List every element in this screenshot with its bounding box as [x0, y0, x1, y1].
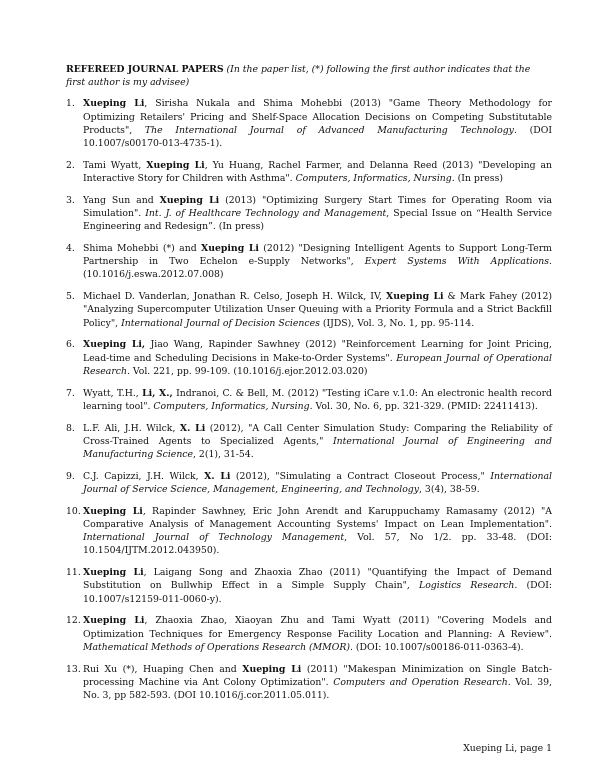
reference-authors-pre: Tami Wyatt, [83, 159, 147, 171]
reference-item [66, 663, 552, 703]
reference-item [66, 566, 552, 606]
reference-authors-title: & Mark Fahey (2012) "Analyzing Supercomputer Utilization Unser Queuing with a Priority Formula and a Strict Backfill Policy", [83, 291, 552, 329]
reference-highlight-author: Xueping Li [242, 663, 302, 675]
page-footer: Xueping Li, page 1 [463, 743, 552, 754]
reference-details: , Special Issue on “Health Service Engineering and Redesign”. (In press) [83, 208, 552, 233]
reference-highlight-author: Xueping Li [159, 194, 220, 206]
reference-journal: The International Journal of Advanced Manufacturing Technology [144, 124, 514, 136]
reference-highlight-author: Li, X., [142, 387, 173, 399]
reference-authors-title: Jiao Wang, Rapinder Sawhney (2012) "Reinforcement Learning for Joint Pricing, Lead-time and Scheduling Decisions in Make-to-Order Systems". [83, 339, 552, 364]
reference-authors-title: (2012), "A Call Center Simulation Study: Comparing the Reliability of Cross-Trained Agents to Specialized Agents," [83, 422, 552, 447]
reference-journal: Expert Systems With Applications [364, 256, 550, 268]
reference-journal: European Journal of Operational Research [83, 352, 552, 377]
reference-number: 8. [66, 422, 75, 434]
reference-journal: International Journal of Service Science, Management, Engineering, and Technology [83, 470, 552, 496]
reference-journal: International Journal of Engineering and Manufacturing Science [83, 435, 552, 461]
section-note: (In the paper list, (*) following the first author indicates that the first author is my advisee) [66, 64, 531, 89]
reference-authors-pre: Michael D. Vanderlan, Jonathan R. Celso, Joseph H. Wilck, IV, [83, 291, 386, 303]
reference-item [66, 338, 552, 378]
reference-details: , 3(4), 38-59. [419, 484, 480, 496]
reference-highlight-author: Xueping Li [83, 615, 145, 627]
reference-details: , Vol. 57, No 1/2. pp. 33-48. (DOI: 10.1504/IJTM.2012.043950). [83, 532, 552, 557]
reference-highlight-author: Xueping Li [386, 291, 444, 303]
reference-highlight-author: Xueping Li, [83, 339, 146, 351]
reference-item [66, 290, 552, 330]
reference-journal: Logistics Research [419, 580, 515, 592]
reference-item [66, 97, 552, 150]
reference-number: 5. [66, 291, 75, 303]
document-body [66, 63, 552, 711]
reference-authors-pre: Yang Sun and [83, 194, 160, 206]
reference-number: 1. [66, 98, 75, 110]
reference-details: . (DOI: 10.1007/s00186-011-0363-4). [349, 641, 524, 653]
reference-authors-title: (2011) "Makespan Minimization on Single Batch-processing Machine via Ant Colony Optimization". [83, 663, 552, 688]
reference-journal: Mathematical Methods of Operations Research (MMOR) [83, 641, 350, 653]
reference-authors-pre: L.F. Ali, J.H. Wilck, [83, 422, 180, 434]
reference-details: (IJDS), Vol. 3, No. 1, pp. 95-114. [319, 317, 475, 329]
reference-item [66, 387, 552, 413]
reference-journal: Computers and Operation Research [333, 676, 508, 688]
reference-number: 7. [66, 387, 75, 399]
reference-authors-title: , Yu Huang, Rachel Farmer, and Delanna Reed (2013) "Developing an Interactive Story for Children with Asthma". [83, 159, 553, 185]
reference-details: . (In press) [451, 173, 503, 185]
reference-authors-title: (2012) "Designing Intelligent Agents to Support Long-Term Partnership in Two Echelon e-Supply Networks", [83, 243, 552, 268]
reference-number: 12. [66, 615, 81, 627]
reference-details: . Vol. 30, No. 6, pp. 321-329. (PMID: 22411413). [309, 400, 538, 412]
reference-authors-title: , Rapinder Sawhney, Eric John Arendt and Karuppuchamy Ramasamy (2012) "A Comparative Analysis of Management Accounting Systems' Impact on Lean Implementation". [83, 505, 552, 531]
reference-number: 10. [66, 505, 81, 517]
reference-highlight-author: Xueping Li [83, 505, 143, 517]
reference-details: . (10.1016/j.eswa.2012.07.008) [83, 256, 552, 281]
reference-highlight-author: X. Li [204, 470, 231, 482]
reference-highlight-author: X. Li [179, 422, 206, 434]
reference-details: . (DOI 10.1007/s00170-013-4735-1). [83, 124, 552, 150]
reference-list [66, 97, 552, 702]
reference-journal: Computers, Informatics, Nursing [295, 173, 452, 185]
reference-item [66, 194, 552, 234]
reference-authors-title: Indranoi, C. & Bell, M. (2012) "Testing iCare v.1.0: An electronic health record learning tool". [83, 387, 552, 412]
reference-journal: International Journal of Technology Management [83, 532, 345, 544]
reference-item [66, 614, 552, 654]
reference-authors-pre: C.J. Capizzi, J.H. Wilck, [83, 470, 205, 482]
reference-journal: Int. J. of Healthcare Technology and Management [145, 208, 387, 220]
reference-highlight-author: Xueping Li [83, 98, 145, 110]
reference-authors-pre: Shima Mohebbi (*) and [83, 243, 202, 255]
reference-item [66, 470, 552, 496]
reference-item [66, 159, 552, 185]
reference-highlight-author: Xueping Li [201, 243, 259, 255]
reference-number: 6. [66, 339, 75, 351]
reference-number: 9. [66, 470, 75, 482]
reference-authors-title: , Zhaoxia Zhao, Xiaoyan Zhu and Tami Wyatt (2011) "Covering Models and Optimization Techniques for Emergency Response Facility Location and Planning: A Review". [83, 615, 552, 640]
reference-details: . Vol. 221, pp. 99-109. (10.1016/j.ejor.2012.03.020) [126, 365, 368, 377]
reference-journal: International Journal of Decision Sciences [121, 317, 320, 329]
reference-authors-title: , Laigang Song and Zhaoxia Zhao (2011) "Quantifying the Impact of Demand Substitution on Bullwhip Effect in a Simple Supply Chain", [83, 567, 552, 592]
reference-journal: Computers, Informatics, Nursing [153, 400, 310, 412]
reference-authors-title: (2012), "Simulating a Contract Closeout Process," [230, 470, 491, 482]
reference-number: 4. [66, 243, 75, 255]
reference-number: 13. [66, 663, 81, 675]
reference-number: 2. [66, 159, 75, 171]
reference-details: . Vol. 39, No. 3, pp 582-593. (DOI 10.1016/j.cor.2011.05.011). [83, 676, 553, 702]
reference-highlight-author: Xueping Li [83, 567, 144, 579]
section-heading: REFEREED JOURNAL PAPERS [66, 64, 224, 75]
reference-details: . (DOI: 10.1007/s12159-011-0060-y). [83, 580, 553, 605]
reference-item [66, 505, 552, 558]
reference-highlight-author: Xueping Li [146, 159, 205, 171]
reference-details: , 2(1), 31-54. [193, 449, 254, 461]
reference-number: 11. [66, 567, 81, 579]
reference-item [66, 422, 552, 462]
reference-item [66, 242, 552, 282]
reference-number: 3. [66, 194, 75, 206]
reference-authors-pre: Wyatt, T.H., [83, 387, 143, 399]
reference-authors-title: (2013) "Optimizing Surgery Start Times for Operating Room via Simulation". [83, 194, 552, 220]
section-header [66, 63, 552, 89]
reference-authors-title: , Sirisha Nukala and Shima Mohebbi (2013) "Game Theory Methodology for Optimizing Retailers' Pricing and Shelf-Space Allocation Decisions on Competing Substitutable Products", [83, 98, 552, 136]
reference-authors-pre: Rui Xu (*), Huaping Chen and [83, 663, 243, 675]
